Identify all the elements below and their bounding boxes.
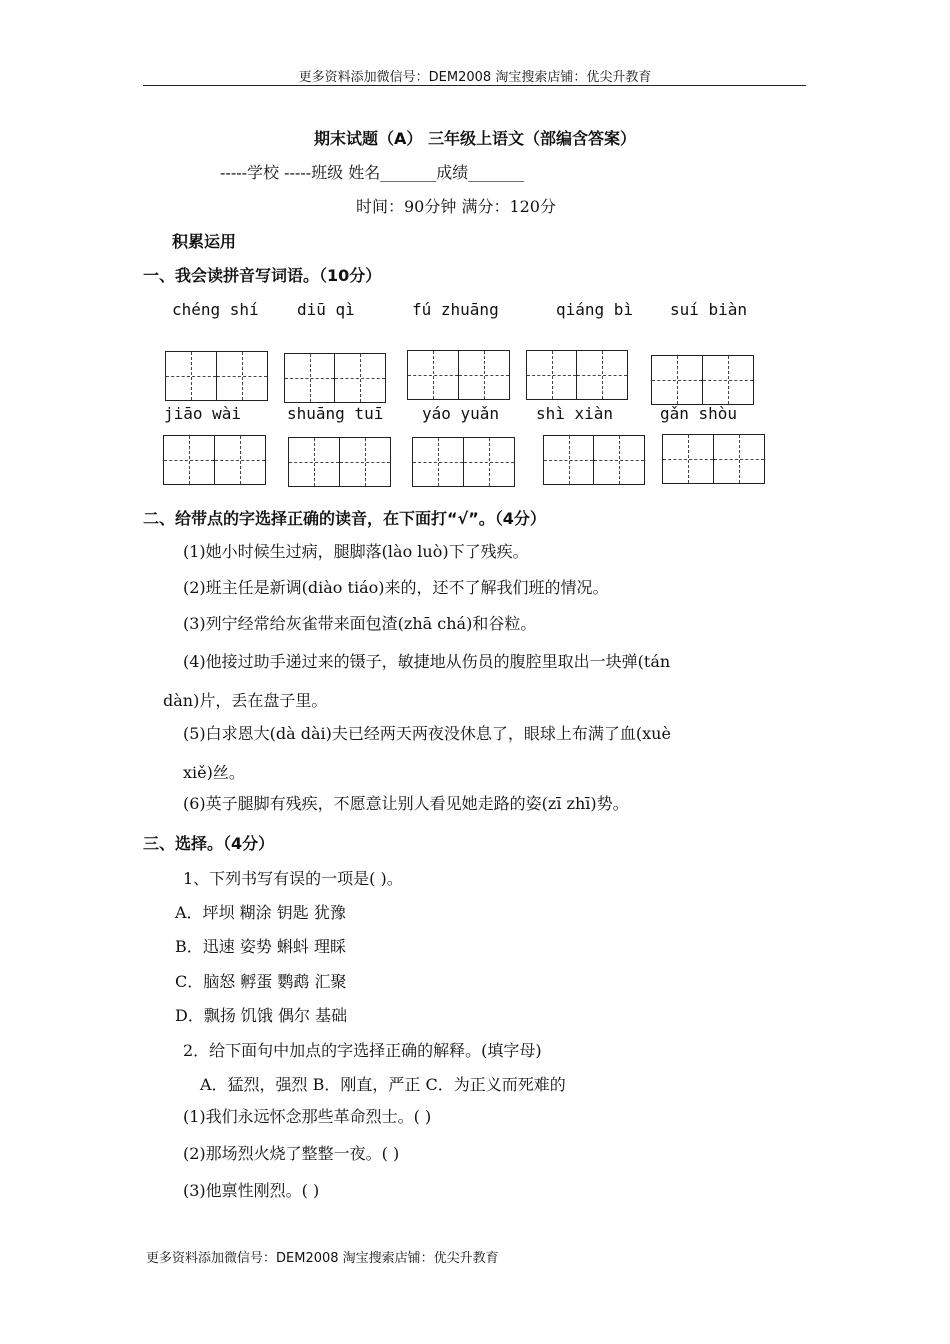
writing-grid[interactable] [407, 350, 510, 400]
q3-option: B．迅速 姿势 蝌蚪 理睬 [175, 937, 347, 956]
header-divider [143, 85, 806, 86]
pinyin-label: suí biàn [670, 300, 748, 319]
q2-item: (6)英子腿脚有残疾，不愿意让别人看见她走路的姿(zī zhī)势。 [183, 794, 629, 813]
q2-item: (2)班主任是新调(diào tiáo)来的，还不了解我们班的情况。 [183, 578, 609, 597]
q3-item: (3)他禀性刚烈。( ) [183, 1181, 320, 1200]
pinyin-label: gǎn shòu [660, 404, 738, 423]
writing-grid[interactable] [651, 355, 754, 405]
pinyin-label: chéng shí [172, 300, 259, 319]
student-info: -----学校 -----班级 姓名_______成绩_______ [220, 163, 525, 182]
section-label: 积累运用 [172, 232, 237, 251]
q2-heading: 二、给带点的字选择正确的读音，在下面打“√”。（4分） [143, 509, 546, 528]
q3-heading: 三、选择。（4分） [143, 834, 275, 853]
writing-grid[interactable] [165, 351, 268, 401]
q2-item: (3)列宁经常给灰雀带来面包渣(zhā chá)和谷粒。 [183, 614, 537, 633]
q3-sub1: 1、下列书写有误的一项是( )。 [183, 869, 403, 888]
writing-grid[interactable] [412, 437, 515, 487]
pinyin-label: jiāo wài [164, 404, 242, 423]
pinyin-label: shì xiàn [536, 404, 614, 423]
page-footer: 更多资料添加微信号：DEM2008 淘宝搜索店铺：优尖升教育 [146, 1251, 499, 1266]
writing-grid[interactable] [163, 435, 266, 485]
writing-grid[interactable] [526, 350, 628, 400]
q2-item: (4)他接过助手递过来的镊子，敏捷地从伤员的腹腔里取出一块弹(tán [183, 652, 671, 671]
q3-choices: A．猛烈，强烈 B．刚直，严正 C．为正义而死难的 [200, 1075, 566, 1094]
q1-heading: 一、我会读拼音写词语。（10分） [143, 266, 382, 285]
q2-item-continued: dàn)片，丢在盘子里。 [163, 691, 328, 710]
writing-grid[interactable] [284, 353, 386, 403]
pinyin-label: fú zhuāng [412, 300, 499, 319]
pinyin-label: diū qì [297, 300, 355, 319]
page-header: 更多资料添加微信号：DEM2008 淘宝搜索店铺：优尖升教育 [298, 70, 652, 85]
writing-grid[interactable] [662, 434, 765, 484]
q3-option: C．脑怒 孵蛋 鹦鹉 汇聚 [175, 972, 347, 991]
pinyin-label: shuāng tuī [287, 404, 384, 423]
q2-item: (5)白求恩大(dà dài)夫已经两天两夜没休息了，眼球上布满了血(xuè [183, 724, 671, 743]
q3-item: (2)那场烈火烧了整整一夜。( ) [183, 1144, 400, 1163]
q2-item: (1)她小时候生过病，腿脚落(lào luò)下了残疾。 [183, 542, 529, 561]
q3-option: A．坪坝 糊涂 钥匙 犹豫 [175, 903, 346, 922]
pinyin-label: yáo yuǎn [422, 404, 500, 423]
time-info: 时间：90分钟 满分：120分 [356, 197, 556, 216]
exam-title: 期末试题（A） 三年级上语文（部编含答案） [314, 129, 636, 148]
writing-grid[interactable] [288, 437, 391, 487]
writing-grid[interactable] [543, 435, 645, 485]
q2-item-continued: xiě)丝。 [183, 763, 245, 782]
q3-item: (1)我们永远怀念那些革命烈士。( ) [183, 1107, 432, 1126]
q3-sub2: 2．给下面句中加点的字选择正确的解释。(填字母) [183, 1041, 542, 1060]
pinyin-label: qiáng bì [556, 300, 634, 319]
q3-option: D．飘扬 饥饿 偶尔 基础 [175, 1006, 348, 1025]
